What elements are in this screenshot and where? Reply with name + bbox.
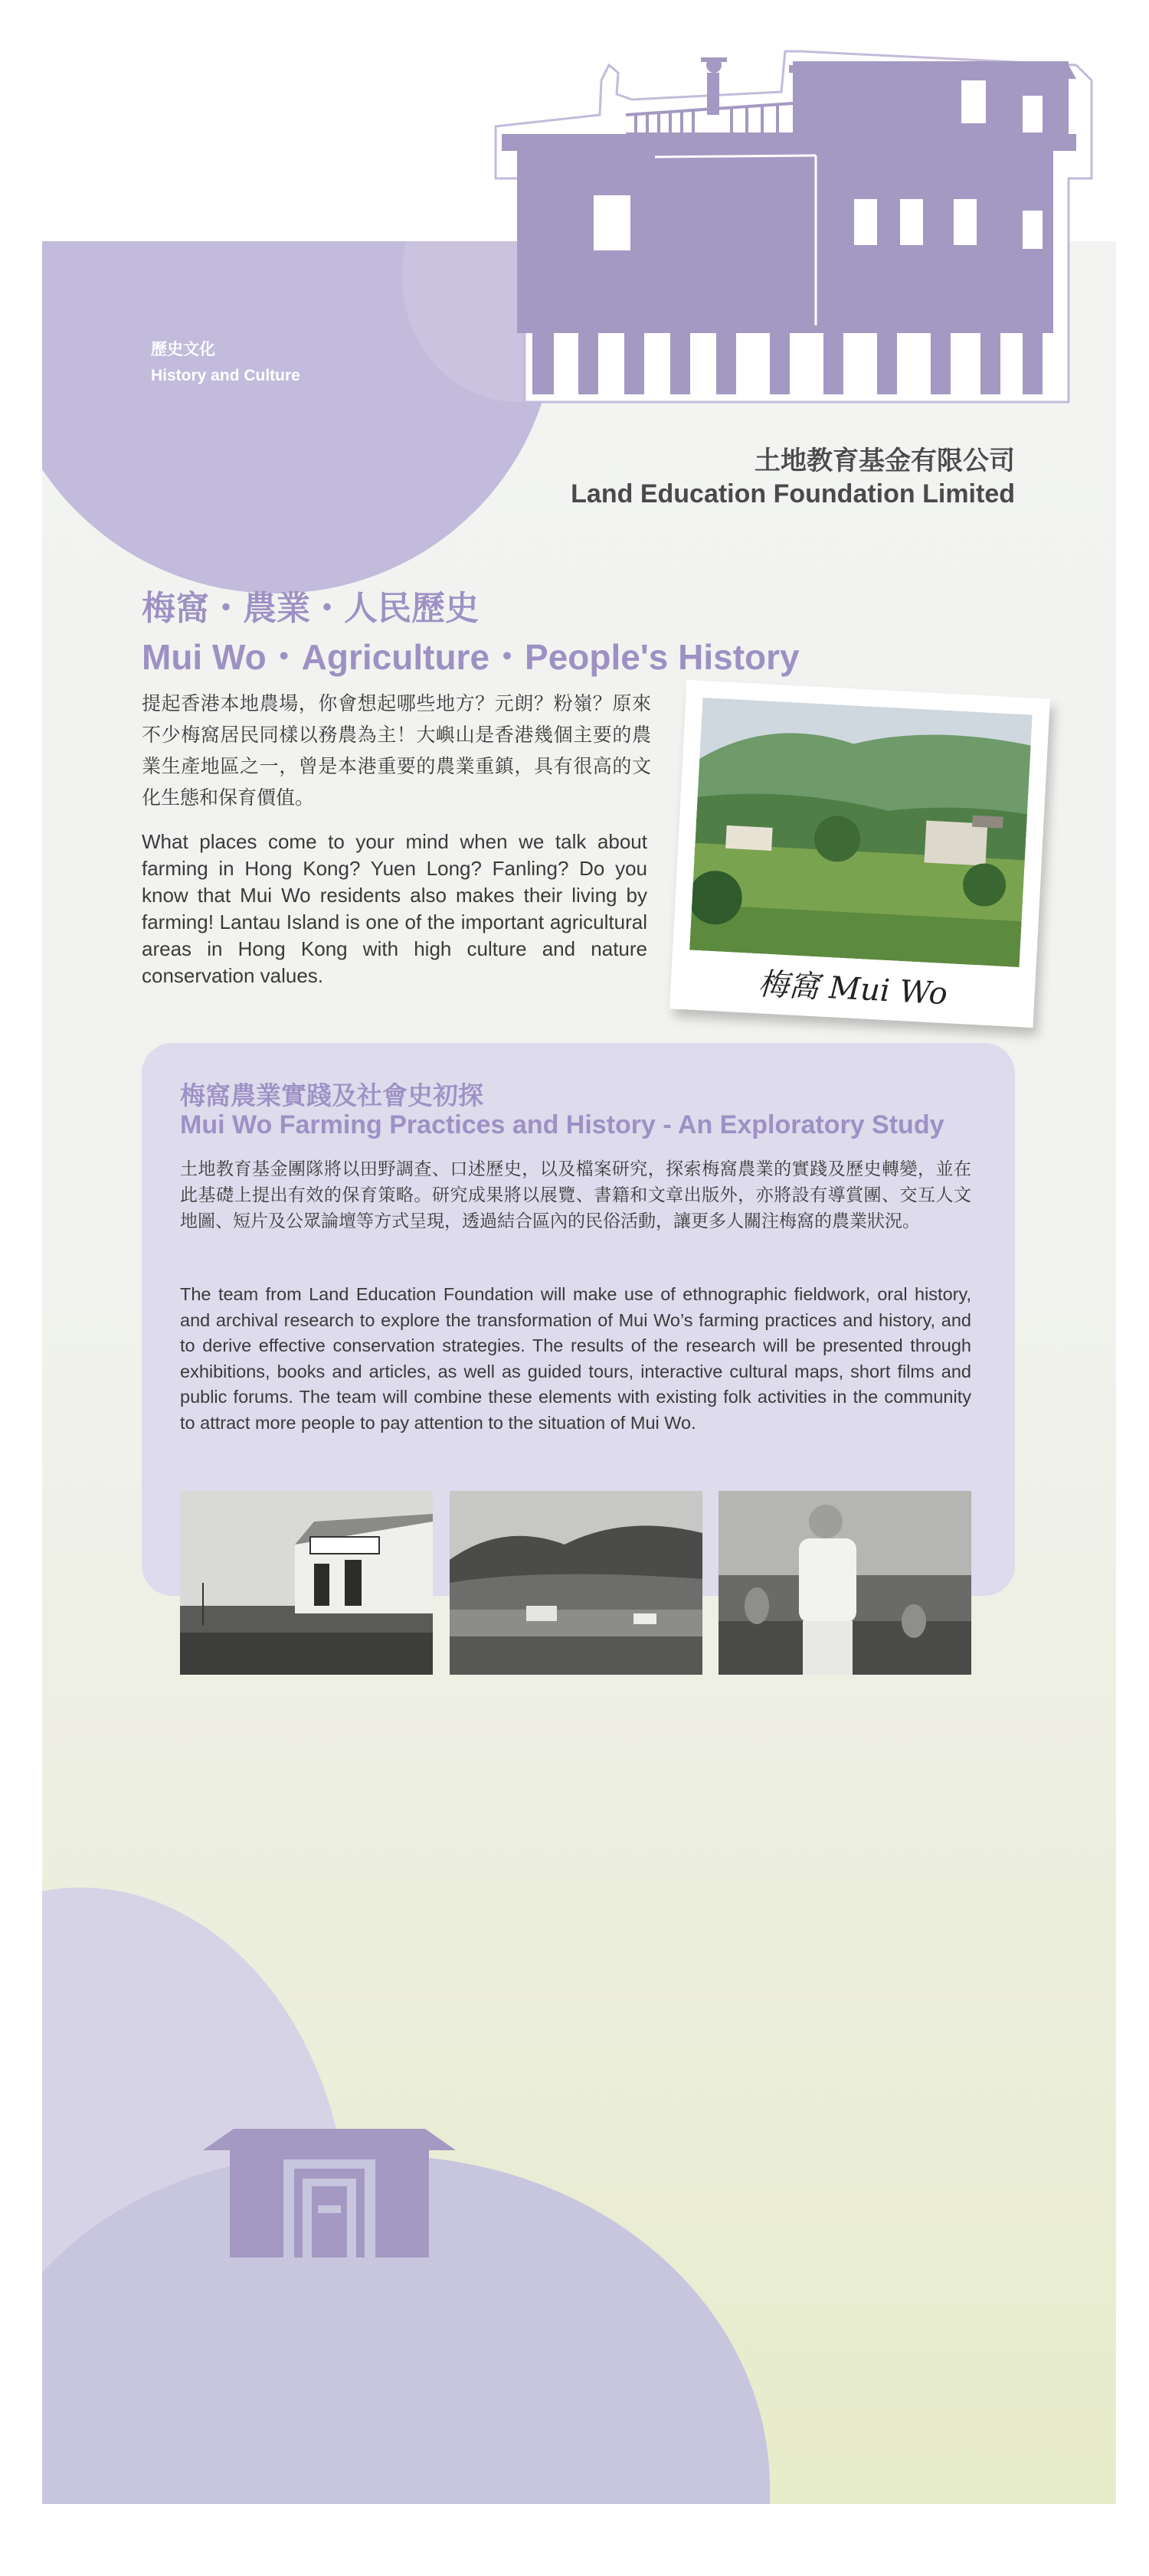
archive-photo-farmer-pineapple <box>719 1491 971 1675</box>
organization-name-zh: 土地教育基金有限公司 <box>755 446 1015 476</box>
study-body-zh: 土地教育基金團隊將以田野調查、口述歷史，以及檔案研究，探索梅窩農業的實踐及歷史轉變，並在此基礎上提出有效的保育策略。研究成果將以展覽、書籍和文章出版外，亦將設有導賞團、交互人文地圖、短片及公眾論壇等方式呈現，透過結合區內的民俗活動，讓更多人關注梅窩的農業狀況。 <box>180 1159 971 1231</box>
polaroid-caption: 梅窩 Mui Wo <box>757 966 948 1012</box>
polaroid-photo <box>669 680 1050 1028</box>
section-tag-zh: 歷史文化 <box>151 341 215 358</box>
study-title-en: Mui Wo Farming Practices and History - An Exploratory Study <box>180 1110 944 1139</box>
section-tag <box>151 337 300 389</box>
intro-paragraph-en: What places come to your mind when we talk about farming in Hong Kong? Yuen Long? Fanling? Do you know that Mui Wo residents also makes their living by farming! Lantau Island is one of the important agricultural areas in Hong Kong with high culture and nature conservation values. <box>142 830 647 987</box>
village-house-illustration <box>486 42 1099 410</box>
intro-paragraph-zh: 提起香港本地農場，你會想起哪些地方？元朗？粉嶺？原來不少梅窩居民同樣以務農為主！大嶼山是香港幾個主要的農業生產地區之一，曾是本港重要的農業重鎮，具有很高的文化生態和保育價值。 <box>142 692 651 809</box>
page-title-en: Mui Wo・Agriculture・People's History <box>142 637 800 677</box>
archive-photo-building <box>180 1491 433 1675</box>
section-tag-en: History and Culture <box>151 367 300 384</box>
study-title-zh: 梅窩農業實踐及社會史初探 <box>180 1080 483 1110</box>
study-body-en: The team from Land Education Foundation will make use of ethnographic fieldwork, oral history, and archival research to explore the transformation of Mui Wo’s farming practices and history, and to derive effective conservation strategies. The results of the research will be presented through exhibitions, books and articles, as well as guided tours, interactive cultural maps, short films and public forums. The team will combine these elements with existing folk activities in the community to attract more people to pay attention to the situation of Mui Wo. <box>180 1284 971 1433</box>
organization-name-en: Land Education Foundation Limited <box>571 479 1015 508</box>
archive-photo-fields <box>450 1491 702 1675</box>
pavilion-illustration <box>203 2113 456 2259</box>
mui-wo-landscape-photo <box>689 698 1033 967</box>
page-title-zh: 梅窩・農業・人民歷史 <box>142 589 479 628</box>
